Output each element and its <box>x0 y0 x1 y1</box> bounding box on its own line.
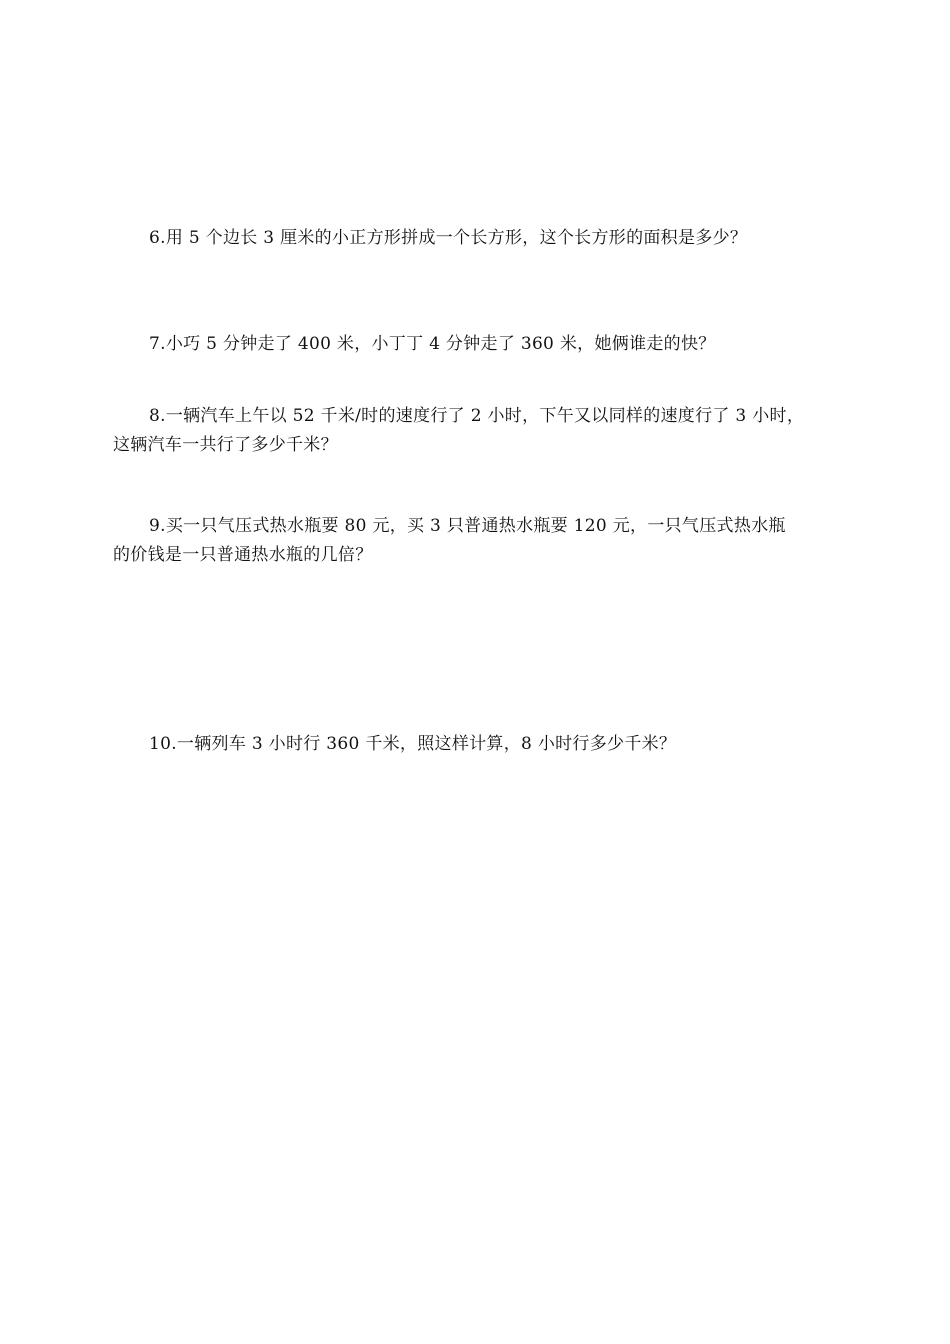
question-6 <box>113 224 853 253</box>
question-7 <box>113 330 853 359</box>
question-6-line-1: 6.用 5 个边长 3 厘米的小正方形拼成一个长方形，这个长方形的面积是多少？ <box>149 228 748 248</box>
question-10-line-1: 10.一辆列车 3 小时行 360 千米，照这样计算，8 小时行多少千米？ <box>149 734 677 754</box>
question-8-line-1: 8.一辆汽车上午以 52 千米/时的速度行了 2 小时，下午又以同样的速度行了 3 小时， <box>149 406 805 426</box>
question-8 <box>113 402 853 460</box>
question-8-line-2: 这辆汽车一共行了多少千米？ <box>113 435 338 455</box>
question-10 <box>113 730 853 759</box>
question-9-line-1: 9.买一只气压式热水瓶要 80 元，买 3 只普通热水瓶要 120 元，一只气压式热水瓶 <box>149 516 786 536</box>
question-9 <box>113 512 853 570</box>
question-9-line-2: 的价钱是一只普通热水瓶的几倍？ <box>113 545 373 565</box>
question-7-line-1: 7.小巧 5 分钟走了 400 米，小丁丁 4 分钟走了 360 米，她俩谁走的快？ <box>149 334 716 354</box>
